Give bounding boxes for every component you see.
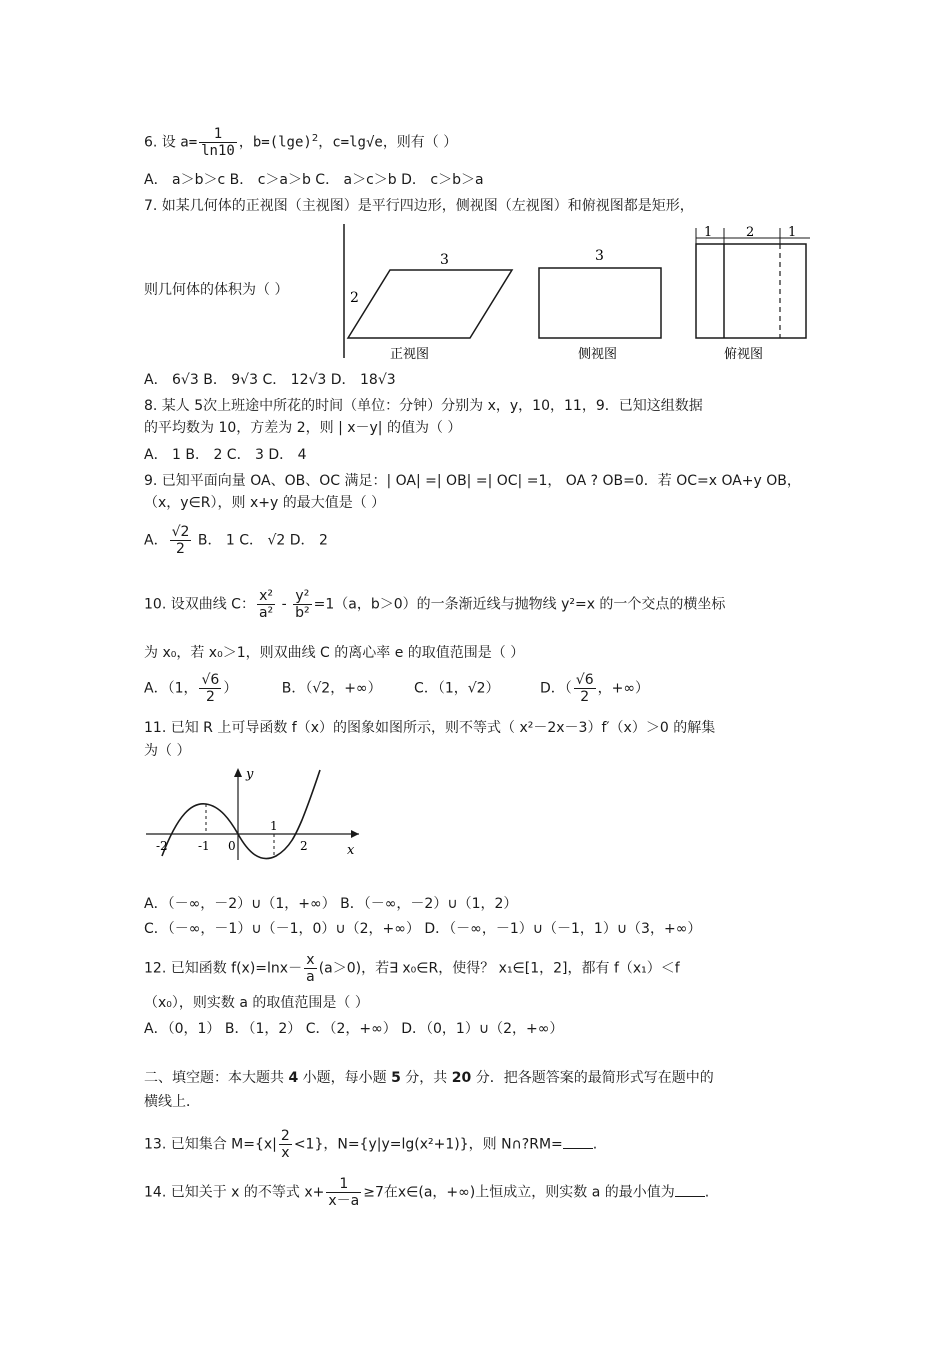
q14-answer-blank[interactable] (675, 1182, 705, 1197)
q10-x-fraction: $\frac{\text{x²}}{\text{a²}}$ (258, 588, 274, 621)
q8-line2: 的平均数为 10，方差为 2，则 | x－y| 的值为（ ） (144, 420, 462, 436)
graph-y-label: y (246, 767, 254, 782)
q8-options: A． 1 B． 2 C． 3 D． 4 (144, 447, 307, 463)
q12-line1: 12. 已知函数 f(x)=lnx－ $\frac{x}{a}$ (a＞0)，若∃ x₀∈R，使得？ x₁∈[1，2]，都有 f（x₁）＜f (144, 952, 680, 985)
q7-stem2: 则几何体的体积为（ ） (144, 282, 289, 298)
front-top-dim: 3 (440, 252, 449, 268)
side-top-dim: 3 (595, 248, 604, 264)
q12-line2: （x₀），则实数 a 的取值范围是（ ） (144, 995, 369, 1011)
top-dim-3: 1 (788, 225, 797, 240)
q14: 14. 已知关于 x 的不等式 x+ $\frac{1}{x-a}$ ≥7在x∈(a，+∞)上恒成立，则实数 a 的最小值为 . (144, 1176, 710, 1209)
q7-three-views-figure (340, 222, 810, 364)
q13-answer-blank[interactable] (563, 1134, 593, 1149)
q11-options-ab: A．（－∞，－2）∪（1，+∞） B．（－∞，－2）∪（1，2） (144, 896, 518, 912)
q9-options: A． $\frac{√2}{2}$ B． 1 C． √2 D． 2 (144, 524, 328, 557)
front-left-dim: 2 (350, 290, 359, 306)
q10-options: A．（1， $\frac{√6}{2}$ ） B．（√2，+∞） C．（1，√2） D．（ $\frac{√6}{2}$ ，+∞） (144, 672, 650, 705)
q10-line2: 为 x₀，若 x₀＞1，则双曲线 C 的离心率 e 的取值范围是（ ） (144, 645, 525, 661)
q6-options: A． a＞b＞c B． c＞a＞b C． a＞c＞b D． c＞b＞a (144, 172, 484, 188)
tick-0: 0 (228, 839, 236, 853)
q13: 13. 已知集合 M={x| $\frac{2}{x}$ <1}，N={y|y=lg(x²+1)}，则 N∩?RM= . (144, 1128, 598, 1161)
front-view-label: 正视图 (390, 347, 430, 362)
section2-line1: 二、填空题：本大题共 4 小题，每小题 5 分，共 20 分．把各题答案的最简形式写在题中的 (144, 1070, 714, 1086)
front-view-parallelogram (348, 270, 512, 338)
tick-minus-2: -2 (156, 839, 168, 853)
q14-fraction: $\frac{1}{x-a}$ (328, 1176, 360, 1209)
q7-stem: 7. 如某几何体的正视图（主视图）是平行四边形，侧视图（左视图）和俯视图都是矩形， (144, 198, 694, 214)
q10-a-fraction: $\frac{√6}{2}$ (201, 672, 220, 705)
tick-1: 1 (270, 819, 278, 833)
q11-line1: 11. 已知 R 上可导函数 f（x）的图象如图所示，则不等式（ x²－2x－3）f′（x）＞0 的解集 (144, 720, 716, 736)
side-view-rect (539, 268, 661, 338)
top-dim-1: 1 (704, 225, 713, 240)
q6-stem: 6. 设 a= $\frac{1}{\ln 10}$ ，$b=(\lg e)^2$，c=lg√e，则有（ ） (144, 126, 458, 159)
q10-line1: 10. 设双曲线 C： $\frac{\text{x²}}{\text{a²}}$ - $\frac{\text{y²}}{\text{b²}}$ =1（a，b＞0）的一条渐近线与抛物线 y²=x 的一个交点的横坐标 (144, 588, 726, 621)
q9-line1: 9. 已知平面向量 OA、OB、OC 满足：| OA| =| OB| =| OC| =1， OA ? OB=0．若 OC=x OA+y OB， (144, 473, 801, 489)
section2-line2: 横线上． (144, 1094, 200, 1110)
q12-options: A．（0，1） B．（1，2） C．（2，+∞） D．（0，1）∪（2，+∞） (144, 1021, 564, 1037)
q10-d-fraction: $\frac{√6}{2}$ (575, 672, 594, 705)
q11-line2: 为（ ） (144, 743, 191, 759)
q6-a-fraction: $\frac{1}{\ln 10}$ (201, 126, 235, 159)
top-view-label: 俯视图 (724, 347, 764, 362)
side-view-label: 侧视图 (578, 347, 618, 362)
q12-fraction: $\frac{x}{a}$ (306, 952, 315, 985)
graph-x-label: x (347, 843, 355, 858)
q13-fraction: $\frac{2}{x}$ (280, 1128, 290, 1161)
tick-2: 2 (300, 839, 308, 853)
top-view-rect (696, 244, 806, 338)
q9-line2: （x，y∈R），则 x+y 的最大值是（ ） (144, 495, 386, 511)
q9-a-fraction: $\frac{√2}{2}$ (171, 524, 190, 557)
q11-function-graph (144, 764, 364, 864)
q10-y-fraction: $\frac{\text{y²}}{\text{b²}}$ (295, 588, 310, 621)
q7-options: A． 6√3 B． 9√3 C． 12√3 D． 18√3 (144, 372, 396, 388)
q8-line1: 8. 某人 5次上班途中所花的时间（单位：分钟）分别为 x，y，10，11，9．已知这组数据 (144, 398, 703, 414)
curve (162, 770, 320, 859)
tick-minus-1: -1 (198, 839, 210, 853)
q11-options-cd: C．（－∞，－1）∪（－1，0）∪（2，+∞） D．（－∞，－1）∪（－1，1）∪（3，+∞） (144, 921, 702, 937)
top-dim-2: 2 (746, 225, 755, 240)
